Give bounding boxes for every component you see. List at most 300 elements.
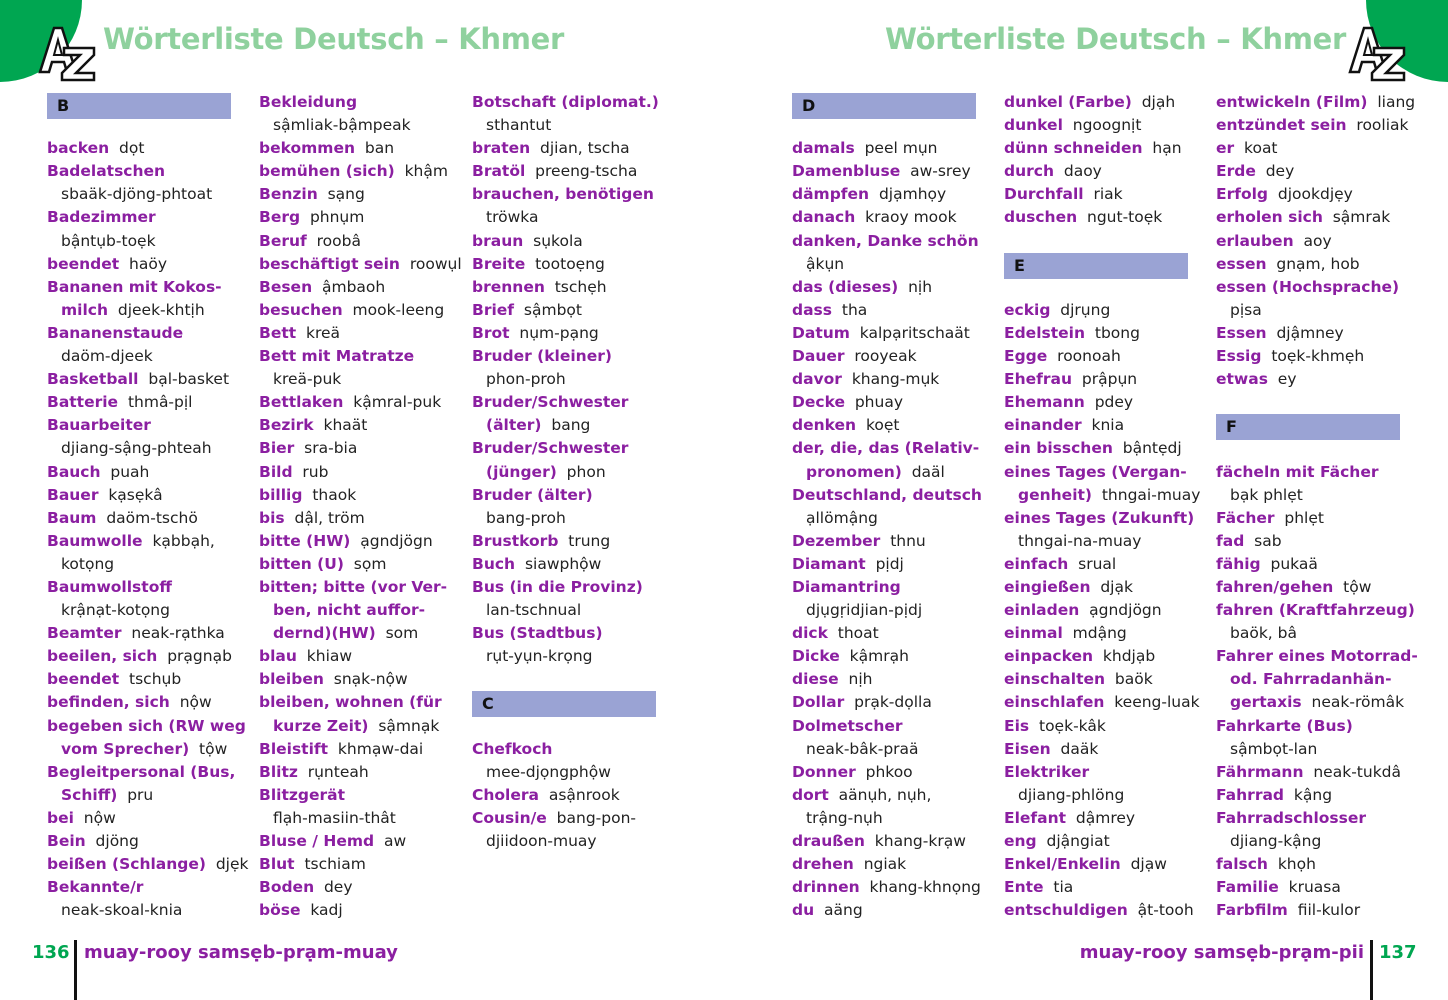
spacer	[1004, 253, 1214, 276]
dictionary-entry	[1216, 668, 1426, 691]
german-word: einschalten	[1004, 670, 1106, 689]
dictionary-entry	[1216, 761, 1426, 784]
dictionary-entry	[1004, 345, 1214, 368]
dictionary-entry	[1004, 668, 1214, 691]
dictionary-entry	[259, 368, 469, 391]
german-word: etwas	[1216, 370, 1268, 389]
german-word: Brustkorb	[472, 531, 559, 550]
german-word: Besen	[259, 277, 313, 296]
dictionary-entry	[1216, 253, 1426, 276]
dictionary-entry	[472, 299, 682, 322]
khmer-translation: bậntẹdj	[1122, 439, 1182, 458]
khmer-translation: pukaä	[1270, 554, 1318, 573]
german-word: danken, Danke schön	[792, 231, 979, 250]
german-word: Bus (Stadtbus)	[472, 624, 603, 643]
dictionary-entry	[792, 461, 1002, 484]
dictionary-entry	[1216, 461, 1426, 484]
dictionary-entry	[1004, 391, 1214, 414]
khmer-translation: daäl	[911, 462, 945, 481]
khmer-translation: sạng	[327, 185, 365, 204]
khmer-translation: djrụng	[1060, 300, 1111, 319]
german-word: Baumwollstoff	[47, 577, 172, 596]
dictionary-entry	[259, 91, 469, 114]
khmer-translation: bạl-basket	[148, 370, 230, 389]
khmer-translation: djiang-sậng-phteah	[61, 439, 212, 458]
german-word: Decke	[792, 393, 845, 412]
dictionary-entry	[472, 484, 682, 507]
dictionary-entry	[259, 345, 469, 368]
german-word: einpacken	[1004, 647, 1094, 666]
dictionary-entry	[792, 622, 1002, 645]
dictionary-entry	[1216, 622, 1426, 645]
dictionary-entry	[47, 807, 257, 830]
dictionary-entry	[259, 899, 469, 922]
german-word: Ehefrau	[1004, 370, 1073, 389]
section-header-c: C	[472, 691, 656, 717]
dictionary-entry	[259, 784, 469, 807]
dictionary-entry	[792, 668, 1002, 691]
dictionary-entry	[472, 414, 682, 437]
dictionary-entry	[47, 715, 257, 738]
german-word: Bezirk	[259, 416, 314, 435]
german-word: Erfolg	[1216, 185, 1269, 204]
german-word: Elefant	[1004, 808, 1067, 827]
khmer-translation: aänụh, nụh,	[838, 785, 932, 804]
word-column-2	[259, 91, 469, 922]
khmer-translation: ật-tooh	[1137, 901, 1194, 920]
spacer	[792, 114, 1002, 137]
khmer-translation: sthantut	[486, 116, 552, 135]
german-word: backen	[47, 139, 110, 158]
khmer-translation: sậmbọt	[523, 300, 582, 319]
german-word: Essen	[1216, 323, 1267, 342]
dictionary-entry	[259, 137, 469, 160]
german-word: beendet	[47, 670, 120, 689]
khmer-translation: tha	[841, 300, 868, 319]
khmer-translation: peel mụn	[864, 139, 938, 158]
khmer-translation: flạh-masiin-thât	[273, 808, 396, 827]
khmer-translation: tia	[1053, 878, 1074, 897]
khmer-translation: pịsa	[1230, 300, 1262, 319]
khmer-translation: dey	[1265, 162, 1295, 181]
section-header-d: D	[792, 93, 976, 119]
german-word: entwickeln (Film)	[1216, 93, 1368, 111]
german-word: draußen	[792, 832, 865, 850]
khmer-translation: preeng-tscha	[535, 162, 638, 181]
khmer-translation: nịh	[908, 277, 933, 296]
dictionary-entry	[259, 576, 469, 599]
german-word: vom Sprecher)	[61, 739, 190, 758]
khmer-translation: ậkụn	[806, 254, 845, 273]
german-word: Bluse / Hemd	[259, 832, 375, 850]
german-word: erholen sich	[1216, 208, 1323, 227]
dictionary-entry	[792, 160, 1002, 183]
dictionary-entry	[1004, 599, 1214, 622]
dictionary-entry	[1004, 576, 1214, 599]
dictionary-entry	[792, 807, 1002, 830]
dictionary-entry	[47, 899, 257, 922]
german-word: einfach	[1004, 554, 1069, 573]
khmer-translation: aäng	[824, 901, 863, 920]
khmer-translation: mee-djọngphộw	[486, 762, 611, 781]
german-word: Ente	[1004, 878, 1044, 897]
dictionary-entry	[472, 507, 682, 530]
german-word: kurze Zeit)	[273, 716, 369, 735]
dictionary-entry	[47, 876, 257, 899]
dictionary-entry	[259, 299, 469, 322]
footer-divider	[1370, 940, 1373, 1000]
dictionary-entry	[1004, 553, 1214, 576]
german-word: Bratöl	[472, 162, 526, 181]
dictionary-entry	[1004, 691, 1214, 714]
german-word: Fahrer eines Motorrad-	[1216, 647, 1418, 666]
khmer-translation: khọh	[1277, 855, 1316, 874]
dictionary-entry	[1216, 484, 1426, 507]
german-word: beschäftigt sein	[259, 254, 400, 273]
german-word: Bekannte/r	[47, 878, 144, 897]
khmer-translation: kreä-puk	[273, 370, 342, 389]
german-word: Bananen mit Kokos-	[47, 277, 222, 296]
german-word: Familie	[1216, 878, 1279, 897]
section-header-b: B	[47, 93, 231, 119]
german-word: der, die, das (Relativ-	[792, 439, 980, 458]
german-word: Badelatschen	[47, 162, 166, 181]
german-word: bekommen	[259, 139, 355, 158]
khmer-translation: rub	[302, 462, 329, 481]
khmer-translation: sậmbọt-lan	[1230, 739, 1318, 758]
dictionary-entry	[1004, 761, 1214, 784]
german-word: das (dieses)	[792, 277, 899, 296]
dictionary-entry	[472, 784, 682, 807]
dictionary-entry	[792, 853, 1002, 876]
dictionary-entry	[1216, 645, 1426, 668]
khmer-translation: dậl, tröm	[294, 508, 365, 527]
dictionary-entry	[1216, 345, 1426, 368]
german-word: drinnen	[792, 878, 860, 897]
spacer	[1004, 276, 1214, 299]
german-word: Edelstein	[1004, 323, 1086, 342]
dictionary-entry	[1004, 368, 1214, 391]
german-word: ein bisschen	[1004, 439, 1113, 458]
german-word: Berg	[259, 208, 301, 227]
german-word: Egge	[1004, 347, 1048, 366]
dictionary-entry	[47, 576, 257, 599]
german-word: Blut	[259, 855, 295, 874]
dictionary-entry	[1004, 715, 1214, 738]
german-word: dämpfen	[792, 185, 870, 204]
khmer-translation: neak-römâk	[1311, 693, 1405, 712]
german-word: fähig	[1216, 554, 1261, 573]
german-word: Beamter	[47, 624, 122, 643]
german-word: Fährmann	[1216, 762, 1304, 781]
dictionary-entry	[259, 391, 469, 414]
dictionary-entry	[259, 114, 469, 137]
khmer-translation: tschẹh	[554, 277, 607, 296]
dictionary-entry	[792, 414, 1002, 437]
dictionary-entry	[1216, 876, 1426, 899]
khmer-translation: baök	[1114, 670, 1153, 689]
khmer-translation: tschụb	[129, 670, 182, 689]
dictionary-entry	[472, 761, 682, 784]
german-word: durch	[1004, 162, 1054, 181]
dictionary-entry	[472, 576, 682, 599]
dictionary-entry	[47, 253, 257, 276]
khmer-translation: djạmhọy	[878, 185, 947, 204]
khmer-translation: neak-bâk-praä	[806, 739, 919, 758]
german-word: du	[792, 901, 815, 920]
spacer	[472, 715, 682, 738]
dictionary-entry	[792, 183, 1002, 206]
dictionary-entry	[47, 183, 257, 206]
page-number: 136	[32, 942, 70, 963]
dictionary-entry	[1216, 160, 1426, 183]
german-word: Benzin	[259, 185, 318, 204]
khmer-translation: srual	[1078, 554, 1117, 573]
dictionary-entry	[1216, 784, 1426, 807]
german-word: Deutschland, deutsch	[792, 485, 982, 504]
khmer-translation: ban	[364, 139, 395, 158]
khmer-translation: daäk	[1060, 739, 1099, 758]
german-word: Fahrradschlosser	[1216, 808, 1367, 827]
dictionary-entry	[47, 437, 257, 460]
dictionary-entry	[1004, 507, 1214, 530]
dictionary-entry	[792, 507, 1002, 530]
german-word: milch	[61, 300, 108, 319]
dictionary-entry	[47, 645, 257, 668]
khmer-translation: daöm-djeek	[61, 347, 153, 366]
dictionary-entry	[1216, 230, 1426, 253]
german-word: drehen	[792, 855, 854, 874]
khmer-translation: kraoy mook	[865, 208, 957, 227]
dictionary-entry	[47, 461, 257, 484]
khmer-translation: liang	[1377, 93, 1416, 111]
dictionary-entry	[1004, 137, 1214, 160]
german-word: billig	[259, 485, 303, 504]
german-word: Begleitpersonal (Bus,	[47, 762, 236, 781]
dictionary-entry	[259, 484, 469, 507]
khmer-translation: djẹk	[215, 855, 249, 874]
german-word: Botschaft (diplomat.)	[472, 93, 659, 111]
khmer-translation: djiidoon-muay	[486, 832, 597, 850]
dictionary-entry	[259, 738, 469, 761]
dictionary-entry	[259, 253, 469, 276]
khmer-translation: riak	[1093, 185, 1123, 204]
khmer-translation: bang	[551, 416, 591, 435]
khmer-translation: rooyeak	[854, 347, 917, 366]
khmer-translation: koat	[1244, 139, 1278, 158]
dictionary-entry	[47, 668, 257, 691]
german-word: Bananenstaude	[47, 323, 184, 342]
khmer-translation: asậnrook	[548, 785, 620, 804]
spacer	[1216, 437, 1426, 460]
khmer-translation: neak-rạthka	[131, 624, 225, 643]
german-word: Basketball	[47, 370, 139, 389]
dictionary-entry	[259, 807, 469, 830]
dictionary-entry	[472, 530, 682, 553]
khmer-translation: pịdj	[875, 554, 904, 573]
khmer-translation: kreä	[306, 323, 341, 342]
dictionary-entry	[1216, 299, 1426, 322]
german-word: genheit)	[1018, 485, 1092, 504]
german-word: Brief	[472, 300, 515, 319]
dictionary-entry	[47, 414, 257, 437]
german-word: böse	[259, 901, 301, 920]
dictionary-entry	[472, 345, 682, 368]
dictionary-entry	[47, 391, 257, 414]
german-word: Breite	[472, 254, 526, 273]
khmer-translation: sra-bia	[304, 439, 358, 458]
german-word: einmal	[1004, 624, 1063, 643]
dictionary-entry	[792, 576, 1002, 599]
german-word: denken	[792, 416, 857, 435]
khmer-translation: gnạm, hob	[1276, 254, 1360, 273]
word-column-6	[1216, 91, 1426, 922]
german-word: bleiben	[259, 670, 324, 689]
khmer-translation: bang-proh	[486, 508, 566, 527]
german-word: davor	[792, 370, 842, 389]
dictionary-entry	[1004, 484, 1214, 507]
german-word: braun	[472, 231, 524, 250]
german-word: eckig	[1004, 300, 1051, 319]
khmer-translation: mook-leeng	[352, 300, 445, 319]
dictionary-entry	[47, 853, 257, 876]
khmer-translation: djậmney	[1276, 323, 1344, 342]
german-word: Bruder/Schwester	[472, 439, 629, 458]
khmer-translation: djiang-phlöng	[1018, 785, 1125, 804]
spacer	[472, 668, 682, 691]
german-word: besuchen	[259, 300, 343, 319]
dictionary-entry	[1004, 876, 1214, 899]
dictionary-entry	[1004, 738, 1214, 761]
german-word: beeilen, sich	[47, 647, 158, 666]
khmer-translation: rooliak	[1356, 116, 1409, 135]
dictionary-entry	[1004, 830, 1214, 853]
dictionary-entry	[1216, 137, 1426, 160]
khmer-translation: sậmrak	[1332, 208, 1391, 227]
khmer-translation: khang-krạw	[874, 832, 966, 850]
dictionary-entry	[792, 599, 1002, 622]
khmer-translation: prạk-dọlla	[854, 693, 932, 712]
dictionary-entry	[47, 276, 257, 299]
german-word: Bus (in die Provinz)	[472, 577, 643, 596]
khmer-translation: keeng-luak	[1114, 693, 1200, 712]
german-word: fahren/gehen	[1216, 577, 1334, 596]
german-word: Bett mit Matratze	[259, 347, 415, 366]
dictionary-entry	[1216, 830, 1426, 853]
dictionary-entry	[1216, 691, 1426, 714]
german-word: (älter)	[486, 416, 542, 435]
khmer-translation: tschiam	[304, 855, 366, 874]
page-footer-left	[32, 942, 70, 963]
german-word: einander	[1004, 416, 1082, 435]
dictionary-entry	[472, 830, 682, 853]
dictionary-entry	[472, 276, 682, 299]
khmer-translation: ngut-toẹk	[1087, 208, 1163, 227]
dictionary-entry	[1216, 507, 1426, 530]
german-word: Elektriker	[1004, 762, 1090, 781]
german-word: Farbfilm	[1216, 901, 1288, 920]
german-word: Bett	[259, 323, 297, 342]
dictionary-entry	[1216, 183, 1426, 206]
dictionary-entry	[47, 599, 257, 622]
dictionary-entry	[472, 114, 682, 137]
dictionary-entry	[1004, 784, 1214, 807]
german-word: Eisen	[1004, 739, 1051, 758]
khmer-translation: khang-khnọng	[869, 878, 981, 897]
german-word: entschuldigen	[1004, 901, 1128, 920]
khmer-translation: phuay	[854, 393, 904, 412]
dictionary-entry	[47, 507, 257, 530]
khmer-translation: tộw	[199, 739, 228, 758]
khmer-translation: roonoah	[1057, 347, 1121, 366]
dictionary-entry	[1216, 368, 1426, 391]
german-word: Boden	[259, 878, 315, 897]
german-word: diese	[792, 670, 839, 689]
german-word: eingießen	[1004, 577, 1091, 596]
german-word: Cholera	[472, 785, 539, 804]
german-word: eines Tages (Zukunft)	[1004, 508, 1195, 527]
dictionary-entry	[259, 645, 469, 668]
dictionary-entry	[259, 160, 469, 183]
dictionary-entry	[792, 530, 1002, 553]
dictionary-entry	[792, 691, 1002, 714]
dictionary-entry	[259, 668, 469, 691]
german-word: Dollar	[792, 693, 845, 712]
german-word: Chefkoch	[472, 739, 553, 758]
khmer-translation: aw-srey	[910, 162, 971, 181]
khmer-translation: prậpụn	[1081, 370, 1138, 389]
dictionary-entry	[47, 761, 257, 784]
german-word: brauchen, benötigen	[472, 185, 654, 204]
dictionary-entry	[472, 391, 682, 414]
spacer	[1004, 230, 1214, 253]
german-word: er	[1216, 139, 1235, 158]
german-word: duschen	[1004, 208, 1078, 227]
khmer-translation: kạsẹkâ	[108, 485, 163, 504]
german-word: dick	[792, 624, 828, 643]
khmer-translation: haöy	[129, 254, 168, 273]
khmer-translation: djụgṛidjian-pịdj	[806, 601, 923, 620]
khmer-translation: fiil-kulor	[1297, 901, 1361, 920]
dictionary-entry	[47, 622, 257, 645]
khmer-translation: toẹk-khmẹh	[1271, 347, 1365, 366]
german-word: brennen	[472, 277, 545, 296]
khmer-translation: ậmbaoh	[321, 277, 386, 296]
khmer-translation: djậngiat	[1046, 832, 1110, 850]
khmer-translation: kậng	[1293, 785, 1333, 804]
dictionary-entry	[472, 645, 682, 668]
dictionary-entry	[259, 414, 469, 437]
german-word: Datum	[792, 323, 850, 342]
dictionary-entry	[792, 830, 1002, 853]
dictionary-entry	[1004, 437, 1214, 460]
khmer-translation: daoy	[1063, 162, 1102, 181]
dictionary-entry	[1216, 899, 1426, 922]
khmer-translation: krậnạt-kotọng	[61, 601, 170, 620]
german-word: einladen	[1004, 601, 1080, 620]
khmer-translation: snạk-nộw	[333, 670, 408, 689]
dictionary-entry	[259, 507, 469, 530]
german-word: essen	[1216, 254, 1267, 273]
khmer-translation: tbong	[1094, 323, 1140, 342]
dictionary-entry	[47, 484, 257, 507]
dictionary-entry	[259, 691, 469, 714]
dictionary-entry	[792, 206, 1002, 229]
khmer-translation: neak-skoal-knia	[61, 901, 183, 920]
german-word: Bier	[259, 439, 295, 458]
khmer-translation: rụnteah	[307, 762, 369, 781]
german-word: Bruder (kleiner)	[472, 347, 612, 366]
